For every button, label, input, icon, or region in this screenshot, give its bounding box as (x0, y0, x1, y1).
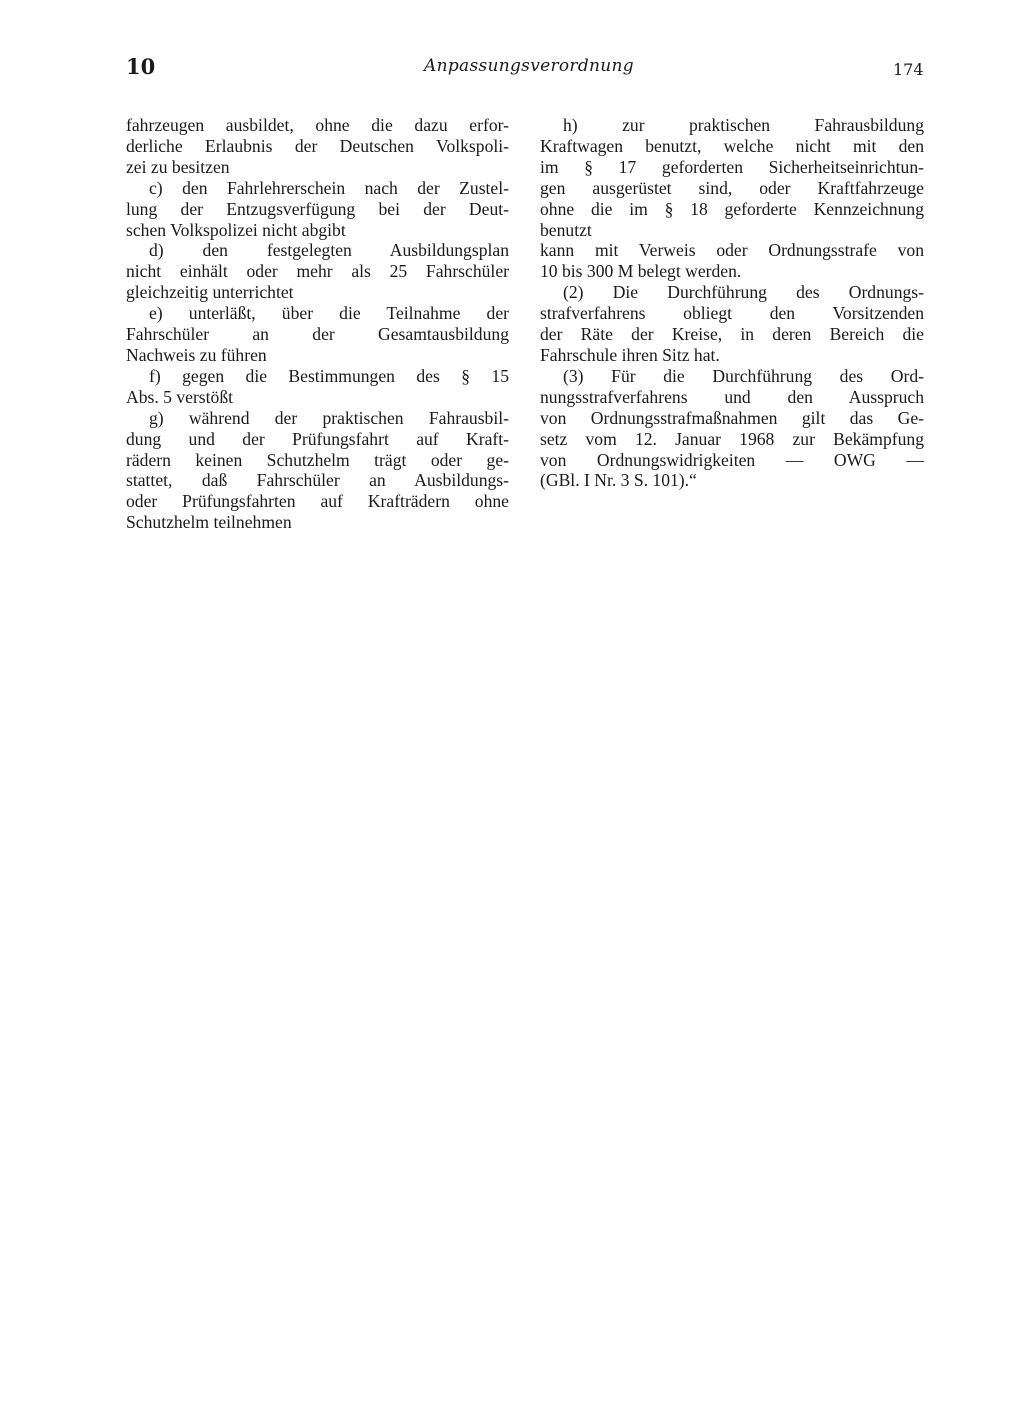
text-line: der Räte der Kreise, in deren Bereich die (540, 324, 924, 345)
text-line: Fahrschüler an der Gesamtausbildung (126, 324, 509, 345)
text-line: (GBl. I Nr. 3 S. 101).“ (540, 470, 697, 491)
text-line: von Ordnungsstrafmaßnahmen gilt das Ge- (540, 407, 924, 428)
left-column (126, 115, 509, 533)
text-line: zei zu besitzen (126, 156, 230, 177)
running-title: Anpassungsverordnung (424, 56, 634, 76)
text-line: g) während der praktischen Fahrausbil- (149, 407, 509, 428)
text-line: f) gegen die Bestimmungen des § 15 (149, 365, 509, 386)
text-line: setz vom 12. Januar 1968 zur Bekämpfung (540, 428, 924, 449)
text-line: (3) Für die Durchführung des Ord- (563, 365, 924, 386)
text-line: Abs. 5 verstößt (126, 386, 234, 407)
text-line: benutzt (540, 219, 592, 240)
text-line: strafverfahrens obliegt den Vorsitzenden (540, 303, 924, 324)
text-line: nicht einhält oder mehr als 25 Fahrschüler (126, 261, 509, 282)
text-line: gen ausgerüstet sind, oder Kraftfahrzeuge (540, 177, 924, 198)
text-line: Schutzhelm teilnehmen (126, 512, 292, 533)
page-header (0, 0, 1024, 100)
text-line: Fahrschule ihren Sitz hat. (540, 344, 720, 365)
text-line: schen Volkspolizei nicht abgibt (126, 219, 346, 240)
text-line: nungsstrafverfahrens und den Ausspruch (540, 386, 924, 407)
text-line: stattet, daß Fahrschüler an Ausbildungs- (126, 470, 509, 491)
text-line: 10 bis 300 M belegt werden. (540, 261, 742, 282)
text-line: dung und der Prüfungsfahrt auf Kraft- (126, 428, 509, 449)
text-line: e) unterläßt, über die Teilnahme der (149, 303, 509, 324)
text-line: Kraftwagen benutzt, welche nicht mit den (540, 135, 924, 156)
page-number: 174 (893, 60, 924, 79)
text-line: h) zur praktischen Fahrausbildung (563, 115, 924, 135)
text-line: (2) Die Durchführung des Ordnungs- (563, 282, 924, 303)
text-line: rädern keinen Schutzhelm trägt oder ge- (126, 449, 509, 470)
text-line: derliche Erlaubnis der Deutschen Volkspoli- (126, 135, 509, 156)
text-line: fahrzeugen ausbildet, ohne die dazu erfor- (126, 115, 509, 135)
text-line: oder Prüfungsfahrten auf Krafträdern ohne (126, 491, 509, 512)
text-line: gleichzeitig unterrichtet (126, 282, 294, 303)
section-number: 10 (126, 54, 156, 79)
text-line: kann mit Verweis oder Ordnungsstrafe von (540, 240, 924, 261)
text-line: d) den festgelegten Ausbildungsplan (149, 240, 509, 261)
text-line: lung der Entzugsverfügung bei der Deut- (126, 198, 509, 219)
text-line: von Ordnungswidrigkeiten — OWG — (540, 449, 924, 470)
text-line: ohne die im § 18 geforderte Kennzeichnung (540, 198, 924, 219)
right-column (540, 115, 924, 491)
text-line: c) den Fahrlehrerschein nach der Zustel- (149, 177, 509, 198)
text-line: Nachweis zu führen (126, 344, 267, 365)
text-line: im § 17 geforderten Sicherheitseinrichtun- (540, 156, 924, 177)
